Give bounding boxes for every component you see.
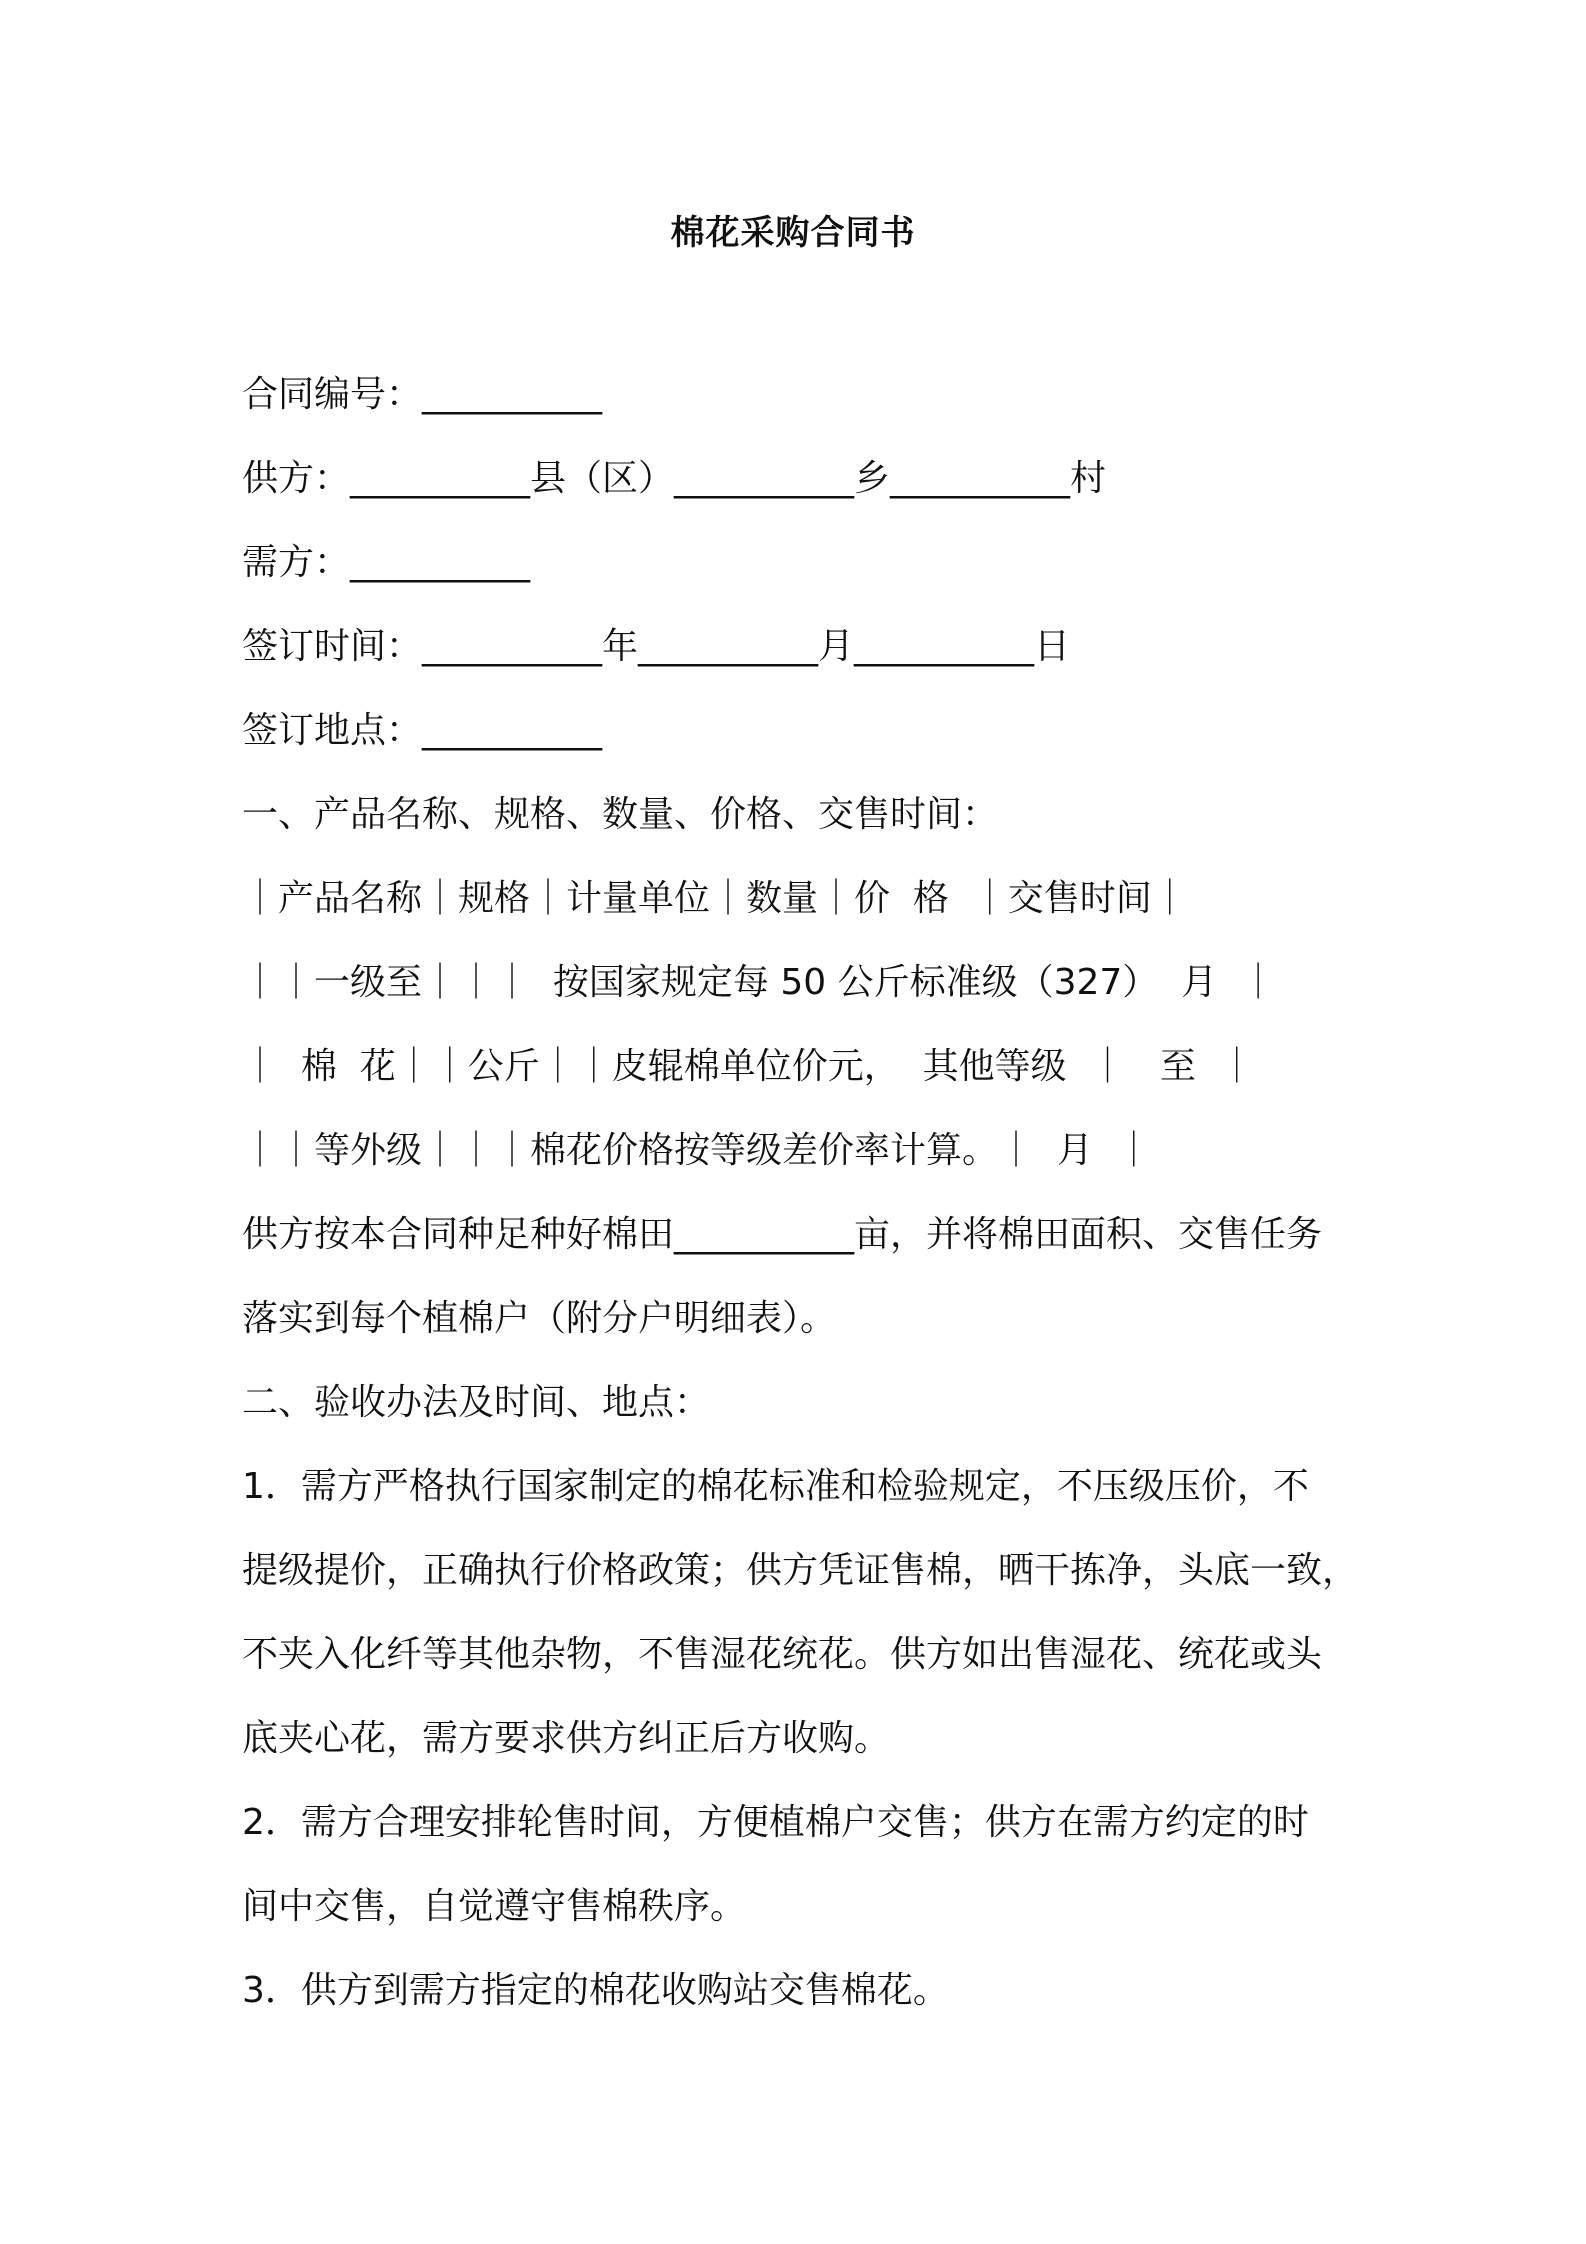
buyer-line: 需方：__________ xyxy=(242,542,531,583)
paragraph-line: 1．需方严格执行国家制定的棉花标准和检验规定，不压级压价，不 xyxy=(242,1466,1309,1507)
contract-number-line: 合同编号：__________ xyxy=(242,374,603,415)
section-heading-2: 二、验收办法及时间、地点： xyxy=(242,1382,711,1423)
paragraph-line: 2．需方合理安排轮售时间，方便植棉户交售；供方在需方约定的时 xyxy=(242,1802,1309,1843)
product-table-row: ｜｜等外级｜｜｜棉花价格按等级差价率计算。｜ 月 ｜ xyxy=(242,1130,1152,1171)
product-table-row: ｜｜一级至｜｜｜ 按国家规定每 50 公斤标准级（327） 月 ｜ xyxy=(242,962,1277,1003)
paragraph-line: 不夹入化纤等其他杂物，不售湿花统花。供方如出售湿花、统花或头 xyxy=(242,1634,1323,1675)
supplier-line: 供方：__________县（区）__________乡__________村 xyxy=(242,458,1107,499)
signing-place-line: 签订地点：__________ xyxy=(242,710,603,751)
paragraph-line: 3．供方到需方指定的棉花收购站交售棉花。 xyxy=(242,1970,949,2011)
section-heading-1: 一、产品名称、规格、数量、价格、交售时间： xyxy=(242,794,999,835)
paragraph-line: 供方按本合同种足种好棉田__________亩，并将棉田面积、交售任务 xyxy=(242,1214,1323,1255)
product-table-header: ｜产品名称｜规格｜计量单位｜数量｜价 格 ｜交售时间｜ xyxy=(242,878,1188,919)
paragraph-line: 落实到每个植棉户（附分户明细表）。 xyxy=(242,1298,837,1339)
paragraph-line: 间中交售，自觉遵守售棉秩序。 xyxy=(242,1886,747,1927)
product-table-row: ｜ 棉 花｜｜公斤｜｜皮辊棉单位价元， 其他等级 ｜ 至 ｜ xyxy=(242,1046,1255,1087)
paragraph-line: 底夹心花，需方要求供方纠正后方收购。 xyxy=(242,1718,891,1759)
paragraph-line: 提级提价，正确执行价格政策；供方凭证售棉，晒干拣净，头底一致， xyxy=(242,1550,1359,1591)
document-title: 棉花采购合同书 xyxy=(670,213,916,253)
signing-date-line: 签订时间：__________年__________月__________日 xyxy=(242,626,1071,667)
